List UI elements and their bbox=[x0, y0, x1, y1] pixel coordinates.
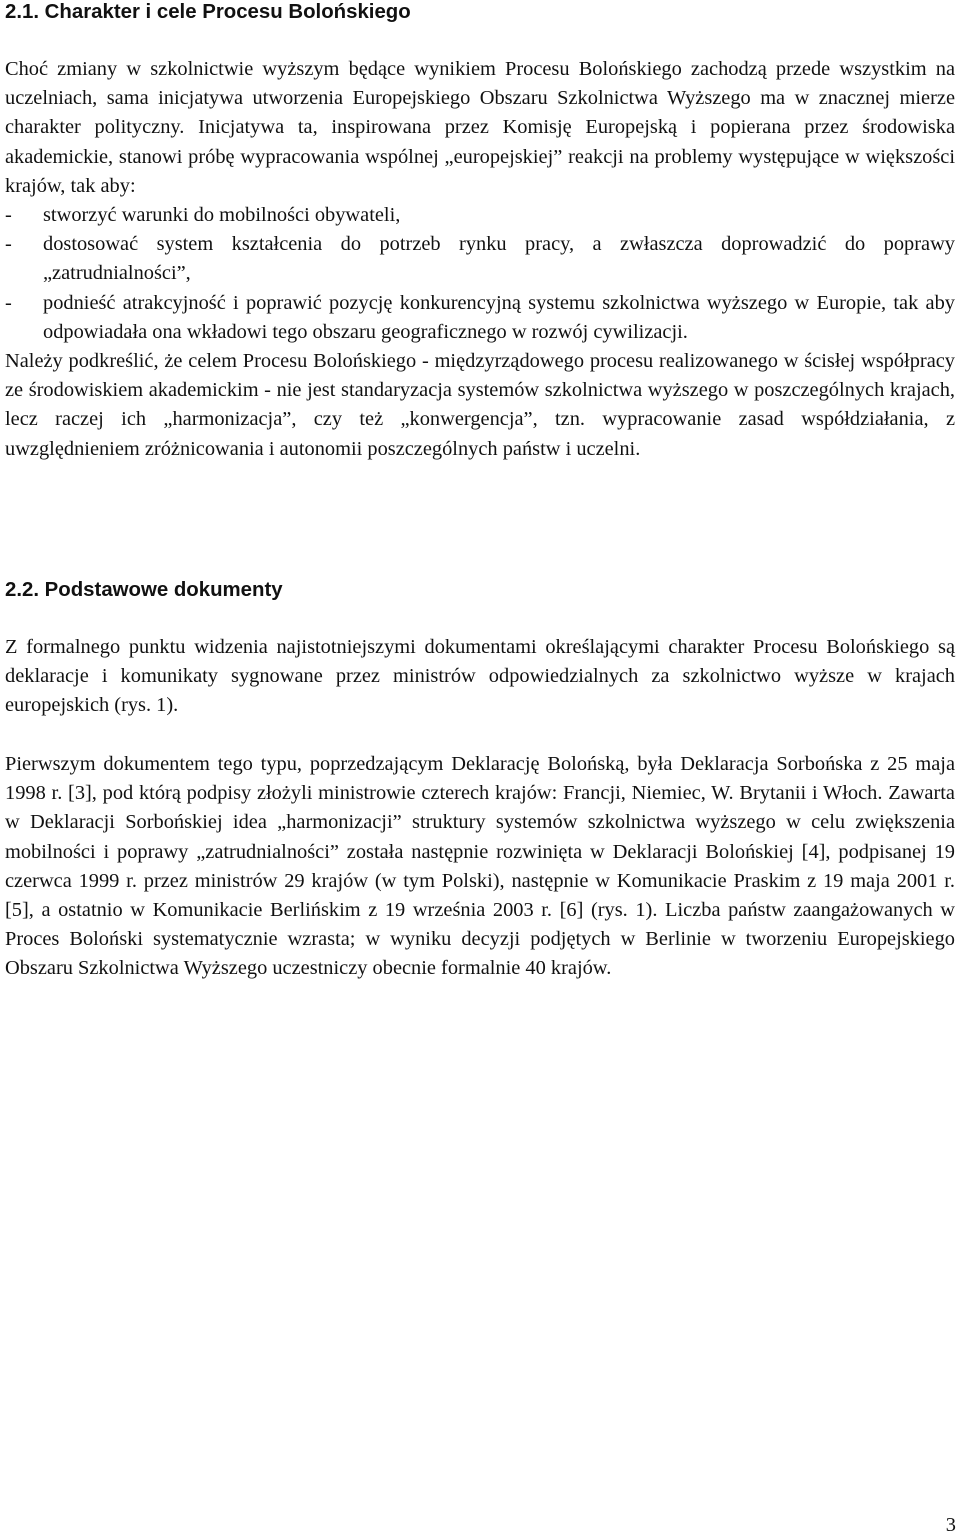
list-item-text: dostosować system kształcenia do potrzeb rynku pracy, a zwłaszcza doprowadzić do poprawy „zatrudnialności”, bbox=[43, 233, 955, 285]
list-dash: - bbox=[5, 233, 12, 256]
section-heading-2-1: 2.1. Charakter i cele Procesu Bolońskiego bbox=[5, 1, 411, 23]
intro-paragraph: Choć zmiany w szkolnictwie wyższym będące wynikiem Procesu Bolońskiego zachodzą przede wszystkim na uczelniach, sama inicjatywa utworzenia Europejskiego Obszaru Szkolnictwa Wyższego ma w znacznej mierze charakter polityczny. Inicjatywa ta, inspirowana przez Komisję Europejską i popierana przez środowiska akademickie, stanowi próbę wypracowania wspólnej „europejskiej” reakcji na problemy występujące w większości krajów, tak aby: bbox=[5, 58, 955, 197]
section-heading-2-2: 2.2. Podstawowe dokumenty bbox=[5, 579, 283, 601]
section-2-2-paragraph-1 bbox=[5, 633, 955, 721]
history-paragraph: Pierwszym dokumentem tego typu, poprzedzającym Deklarację Bolońską, była Deklaracja Sorbońska z 25 maja 1998 r. [3], pod którą podpisy złożyli ministrowie czterech krajów: Francji, Niemiec, W. Brytanii i Włoch. Zawarta w Deklaracji Sorbońskiej idea „harmonizacji” struktury systemów szkolnictwa wyższego w celu zwiększenia mobilności i poprawy „zatrudnialności” została następnie rozwinięta w Deklaracji Bolońskiej [4], podpisanej 19 czerwca 1999 r. przez ministrów 29 krajów (w tym Polski), następnie w Komunikacie Praskim z 19 maja 2001 r. [5], a ostatnio w Komunikacie Berlińskim z 19 września 2003 r. [6] (rys. 1). Liczba państw zaangażowanych w Proces Boloński systematycznie wzrasta; w wyniku decyzji podjętych w Berlinie w tworzeniu Europejskiego Obszaru Szkolnictwa Wyższego uczestniczy obecnie formalnie 40 krajów. bbox=[5, 753, 955, 980]
list-item bbox=[5, 230, 955, 288]
list-dash: - bbox=[5, 291, 12, 314]
list-item-text: stworzyć warunki do mobilności obywateli, bbox=[43, 204, 401, 227]
documents-paragraph: Z formalnego punktu widzenia najistotniejszymi dokumentami określającymi charakter Procesu Bolońskiego są deklaracje i komunikaty sygnowane przez ministrów odpowiedzialnych za szkolnictwo wyższe w krajach europejskich (rys. 1). bbox=[5, 636, 955, 717]
list-dash: - bbox=[5, 204, 12, 227]
list-item-text: podnieść atrakcyjność i poprawić pozycję konkurencyjną systemu szkolnictwa wyższego w Europie, tak aby odpowiadała ona wkładowi tego obszaru geograficznego w rozwój cywilizacji. bbox=[43, 291, 955, 343]
section-2-2-paragraph-2 bbox=[5, 750, 955, 984]
list-item bbox=[5, 289, 955, 347]
list-item bbox=[5, 201, 955, 230]
page-number: 3 bbox=[945, 1514, 956, 1536]
section-2-1-body bbox=[5, 55, 955, 464]
goals-list bbox=[5, 201, 955, 347]
closing-paragraph: Należy podkreślić, że celem Procesu Bolońskiego - międzyrządowego procesu realizowanego w ścisłej współpracy ze środowiskiem akademickim - nie jest standaryzacja systemów szkolnictwa wyższego w poszczególnych krajach, lecz raczej ich „harmonizacja”, czy też „konwergencja”, tzn. wypracowanie zasad współdziałania, z uwzględnieniem zróżnicowania i autonomii poszczególnych państw i uczelni. bbox=[5, 350, 955, 460]
